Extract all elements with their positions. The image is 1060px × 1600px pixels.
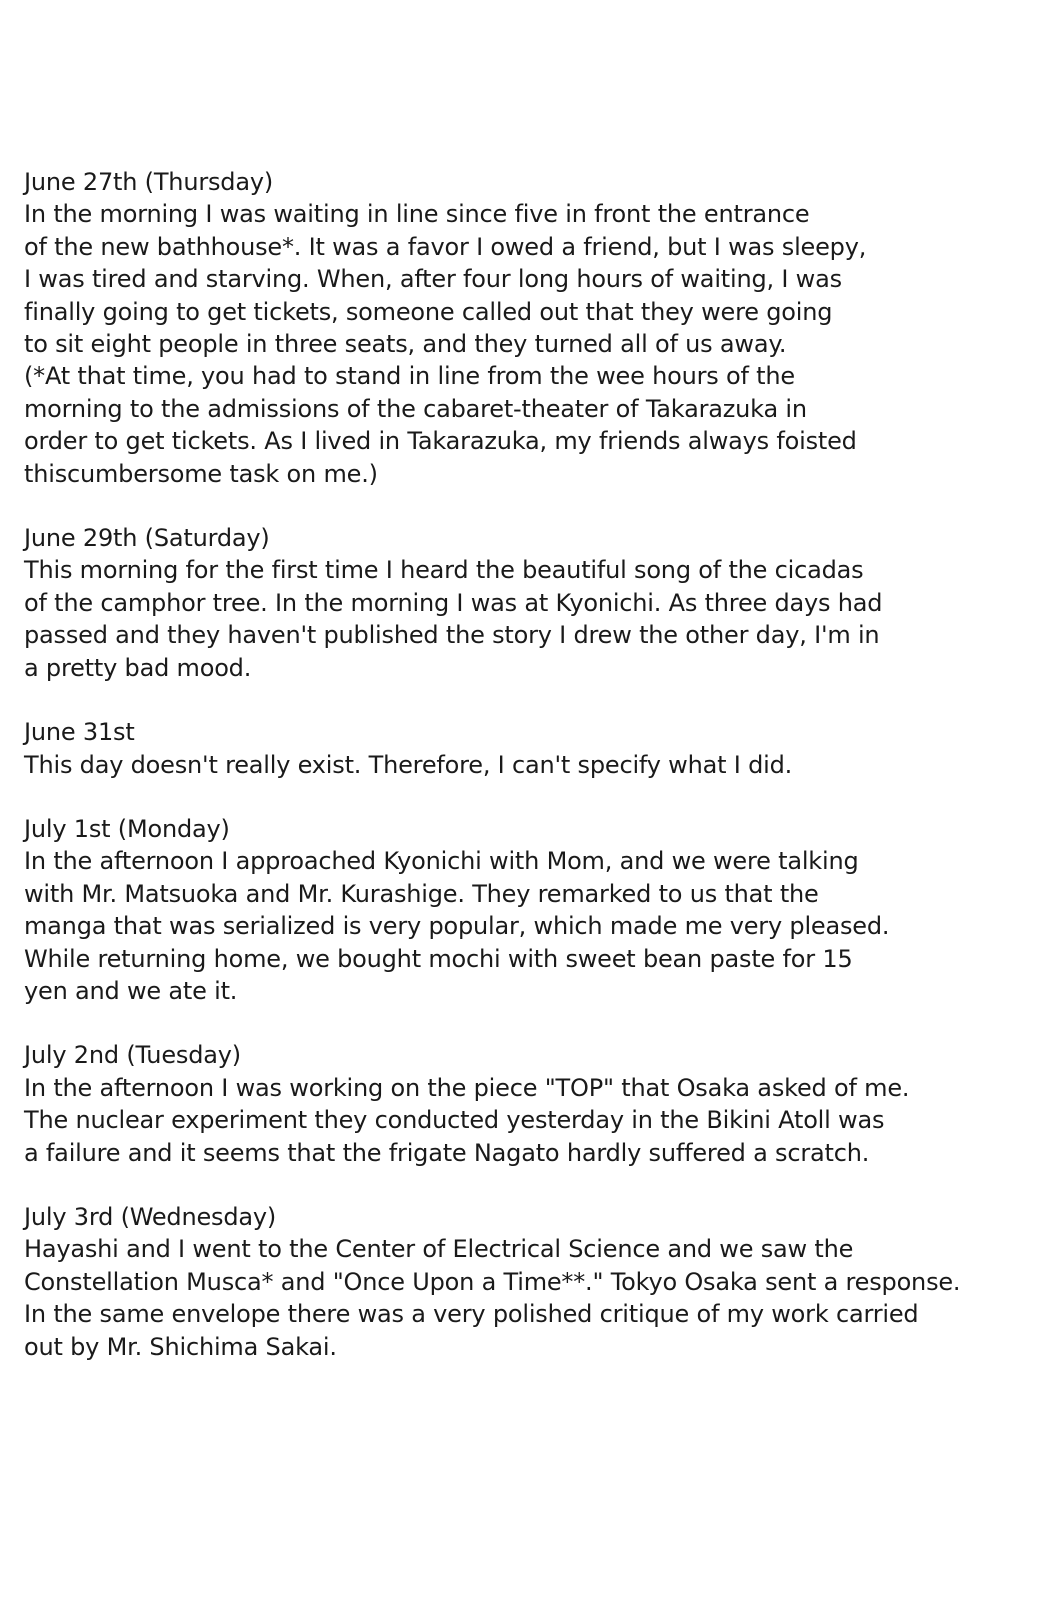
entry-line: passed and they haven't published the story I drew the other day, I'm in [24, 621, 880, 650]
entry-date: July 2nd (Tuesday) [24, 1041, 241, 1070]
entry-line: This day doesn't really exist. Therefore, I can't specify what I did. [24, 750, 793, 779]
diary-entry-july-3 [24, 1201, 1034, 1363]
entry-line: manga that was serialized is very popular, which made me very pleased. [24, 912, 890, 941]
entry-line: morning to the admissions of the cabaret-theater of Takarazuka in [24, 394, 807, 423]
entry-line: While returning home, we bought mochi with sweet bean paste for 15 [24, 944, 853, 973]
entry-line: The nuclear experiment they conducted yesterday in the Bikini Atoll was [24, 1106, 885, 1135]
entry-line: to sit eight people in three seats, and they turned all of us away. [24, 330, 787, 359]
entry-line: In the morning I was waiting in line since five in front the entrance [24, 200, 810, 229]
entry-date: June 29th (Saturday) [24, 524, 270, 553]
entry-line: out by Mr. Shichima Sakai. [24, 1332, 337, 1361]
entry-line: with Mr. Matsuoka and Mr. Kurashige. They remarked to us that the [24, 879, 819, 908]
entry-line: (*At that time, you had to stand in line from the wee hours of the [24, 362, 795, 391]
entry-date: July 3rd (Wednesday) [24, 1202, 277, 1231]
entry-line: In the afternoon I approached Kyonichi with Mom, and we were talking [24, 847, 859, 876]
entry-date: June 31st [24, 718, 135, 747]
entry-date: July 1st (Monday) [24, 814, 230, 843]
entry-line: a pretty bad mood. [24, 653, 252, 682]
diary-entry-june-27 [24, 166, 1034, 490]
entry-line: of the new bathhouse*. It was a favor I owed a friend, but I was sleepy, [24, 232, 867, 261]
entry-line: thiscumbersome task on me.) [24, 459, 378, 488]
diary-entry-june-31 [24, 716, 1034, 781]
entry-line: Constellation Musca* and "Once Upon a Time**." Tokyo Osaka sent a response. [24, 1267, 961, 1296]
entry-line: In the same envelope there was a very polished critique of my work carried [24, 1300, 919, 1329]
entry-line: of the camphor tree. In the morning I was at Kyonichi. As three days had [24, 588, 883, 617]
entry-line: This morning for the first time I heard the beautiful song of the cicadas [24, 556, 864, 585]
entry-line: I was tired and starving. When, after four long hours of waiting, I was [24, 265, 842, 294]
diary-entries [24, 166, 1034, 1363]
entry-line: Hayashi and I went to the Center of Electrical Science and we saw the [24, 1235, 854, 1264]
entry-line: yen and we ate it. [24, 976, 238, 1005]
entry-line: a failure and it seems that the frigate Nagato hardly suffered a scratch. [24, 1138, 870, 1167]
diary-entry-june-29 [24, 522, 1034, 684]
diary-entry-july-2 [24, 1039, 1034, 1169]
entry-line: order to get tickets. As I lived in Takarazuka, my friends always foisted [24, 427, 857, 456]
diary-entry-july-1 [24, 813, 1034, 1007]
entry-date: June 27th (Thursday) [24, 168, 274, 196]
entry-line: In the afternoon I was working on the piece "TOP" that Osaka asked of me. [24, 1073, 910, 1102]
entry-line: finally going to get tickets, someone called out that they were going [24, 297, 833, 326]
